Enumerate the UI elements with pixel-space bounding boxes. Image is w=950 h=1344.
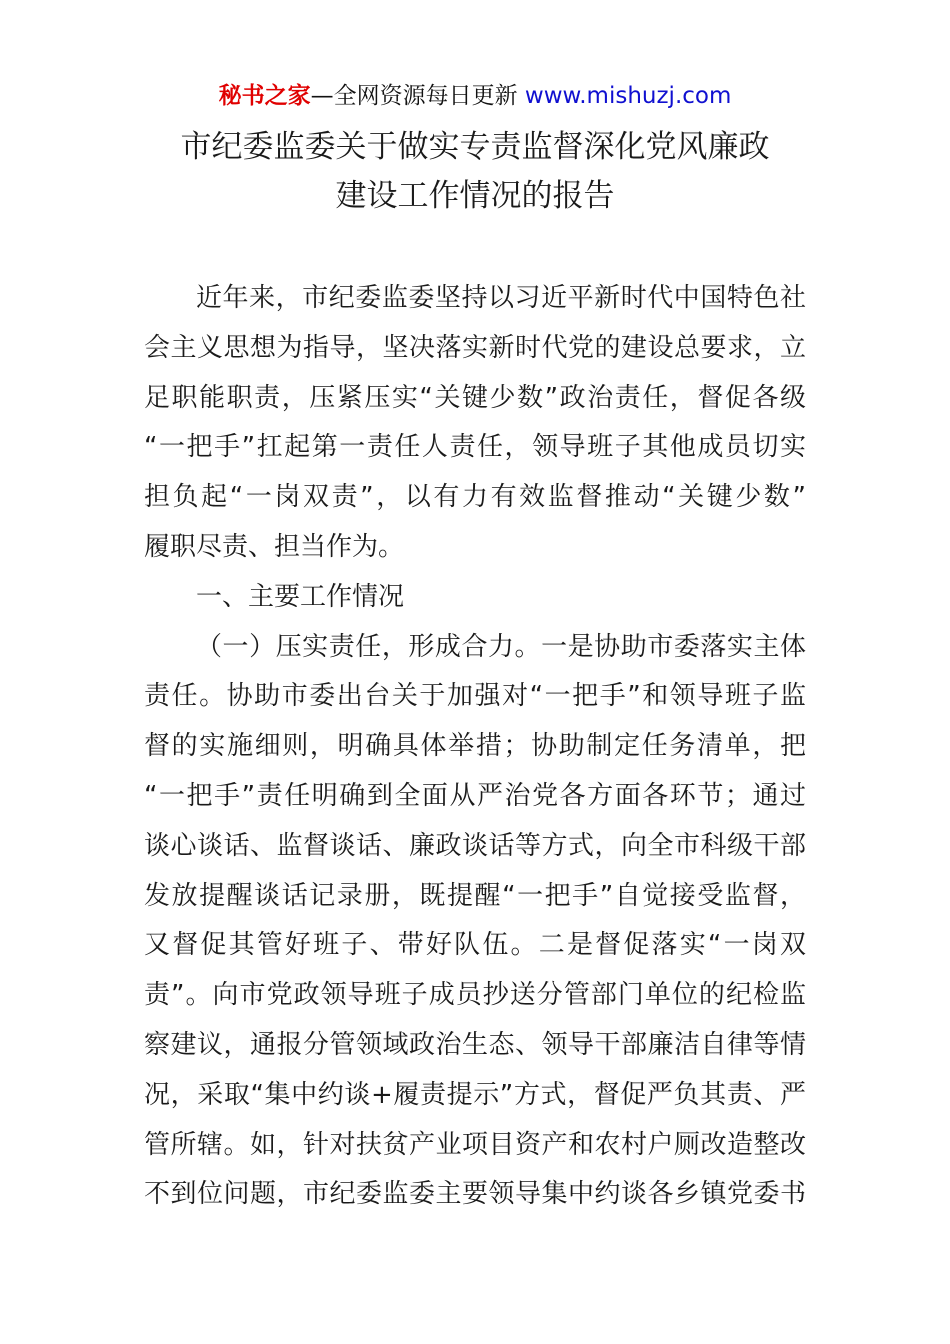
- site-url-link[interactable]: www.mishuzj.com: [524, 83, 732, 109]
- body-line: 足职能职责，压紧压实“关键少数”政治责任，督促各级: [144, 382, 806, 413]
- document-title-line-2: 建设工作情况的报告: [335, 178, 615, 214]
- brand-name: 秘书之家: [218, 83, 311, 109]
- document-title-line-1: 市纪委监委关于做实专责监督深化党风廉政: [180, 129, 770, 165]
- document-body: [144, 274, 806, 1220]
- body-line: 责”。向市党政领导班子成员抄送分管部门单位的纪检监: [144, 980, 806, 1011]
- header-slogan: —全网资源每日更新: [310, 83, 518, 109]
- body-line: 发放提醒谈话记录册，既提醒“一把手”自觉接受监督，: [144, 880, 806, 911]
- body-line: “一把手”扛起第一责任人责任，领导班子其他成员切实: [144, 432, 806, 463]
- body-line: 责任。协助市委出台关于加强对“一把手”和领导班子监: [144, 681, 806, 712]
- body-line: 谈心谈话、监督谈话、廉政谈话等方式，向全市科级干部: [144, 830, 806, 861]
- body-line: 督的实施细则，明确具体举措；协助制定任务清单，把: [144, 731, 806, 762]
- site-header: [0, 80, 950, 112]
- body-line: 又督促其管好班子、带好队伍。二是督促落实“一岗双: [144, 930, 806, 961]
- body-line: 不到位问题，市纪委监委主要领导集中约谈各乡镇党委书: [144, 1179, 806, 1210]
- body-line: “一把手”责任明确到全面从严治党各方面各环节；通过: [144, 780, 806, 811]
- body-line: （一）压实责任，形成合力。一是协助市委落实主体: [196, 631, 806, 662]
- section-heading: 一、主要工作情况: [196, 581, 405, 612]
- body-line: 履职尽责、担当作为。: [144, 531, 405, 562]
- body-line: 会主义思想为指导，坚决落实新时代党的建设总要求，立: [144, 332, 806, 363]
- body-line: 近年来，市纪委监委坚持以习近平新时代中国特色社: [196, 283, 806, 313]
- body-line: 况，采取“集中约谈+履责提示”方式，督促严负其责、严: [144, 1079, 806, 1110]
- body-line: 管所辖。如，针对扶贫产业项目资产和农村户厕改造整改: [144, 1129, 806, 1160]
- body-line: 担负起“一岗双责”，以有力有效监督推动“关键少数”: [144, 482, 806, 513]
- body-line: 察建议，通报分管领域政治生态、领导干部廉洁自律等情: [144, 1029, 806, 1060]
